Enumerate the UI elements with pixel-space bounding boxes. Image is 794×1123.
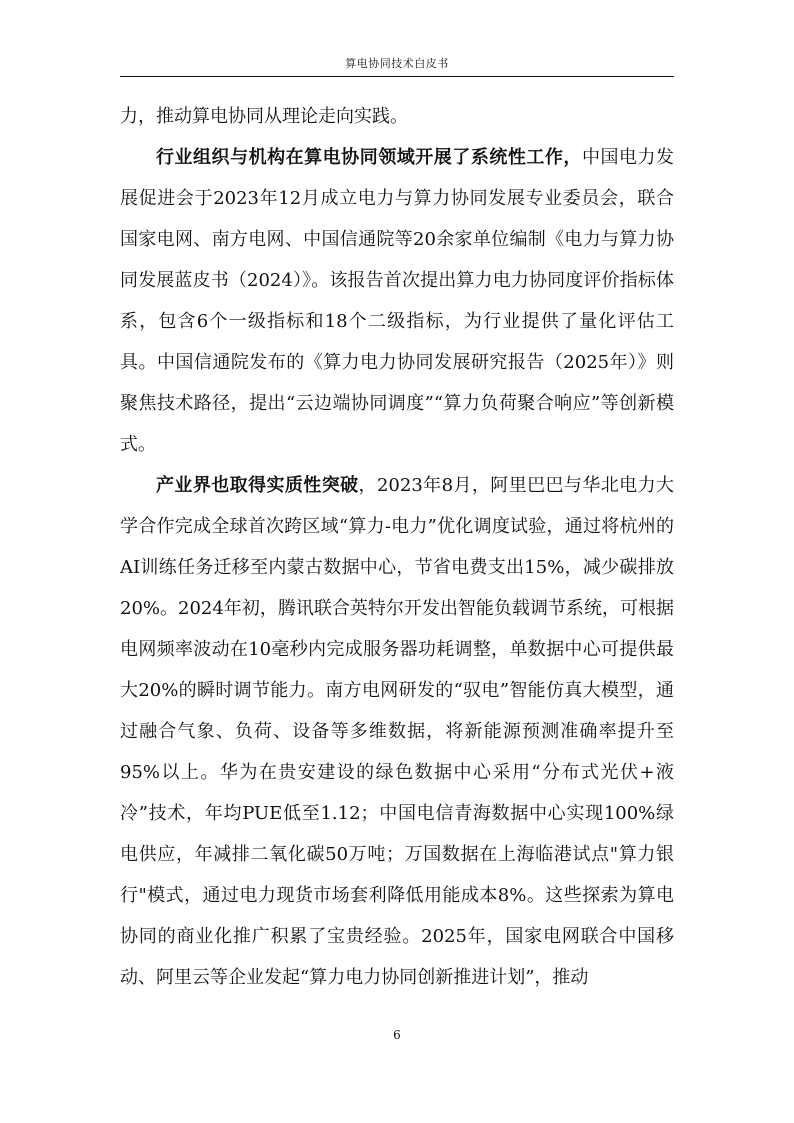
paragraph-continuation: [120, 96, 674, 137]
paragraph-text: ，2023年8月，阿里巴巴与华北电力大学合作完成全球首次跨区域“算力-电力”优化调度试验，通过将杭州的AI训练任务迁移至内蒙古数据中心，节省电费支出15%，减少碳排放20%。2024年初，腾讯联合英特尔开发出智能负载调节系统，可根据电网频率波动在10毫秒内完成服务器功耗调整，单数据中心可提供最大20%的瞬时调节能力。南方电网研发的“驭电”智能仿真大模型，通过融合气象、负荷、设备等多维数据，将新能源预测准确率提升至95%以上。华为在贵安建设的绿色数据中心采用“分布式光伏+液冷”技术，年均PUE低至1.12；中国电信青海数据中心实现100%绿电供应，年减排二氧化碳50万吨；万国数据在上海临港试点"算力银行"模式，通过电力现货市场套利降低用能成本8%。这些探索为算电协同的商业化推广积累了宝贵经验。2025年，国家电网联合中国移动、阿里云等企业发起“算力电力协同创新推进计划”，推动: [120, 475, 674, 988]
paragraph-industry-breakthroughs: [120, 465, 674, 998]
paragraph-text: 中国电力发展促进会于2023年12月成立电力与算力协同发展专业委员会，联合国家电网、南方电网、中国信通院等20余家单位编制《电力与算力协同发展蓝皮书（2024）》。该报告首次提出算力电力协同度评价指标体系，包含6个一级指标和18个二级指标，为行业提供了量化评估工具。中国信通院发布的《算力电力协同发展研究报告（2025年）》则聚焦技术路径，提出“云边端协同调度”“算力负荷聚合响应”等创新模式。: [120, 147, 675, 455]
paragraph-lead: 产业界也取得实质性突破: [156, 475, 359, 496]
page-number: 6: [393, 1028, 401, 1042]
body-text: [120, 96, 674, 998]
paragraph-industry-organizations: [120, 137, 674, 465]
paragraph-lead: 行业组织与机构在算电协同领域开展了系统性工作，: [156, 147, 582, 168]
running-header-title: 算电协同技术白皮书: [345, 57, 449, 70]
paragraph-text: 力，推动算电协同从理论走向实践。: [120, 106, 408, 127]
header-rule: [120, 76, 674, 77]
